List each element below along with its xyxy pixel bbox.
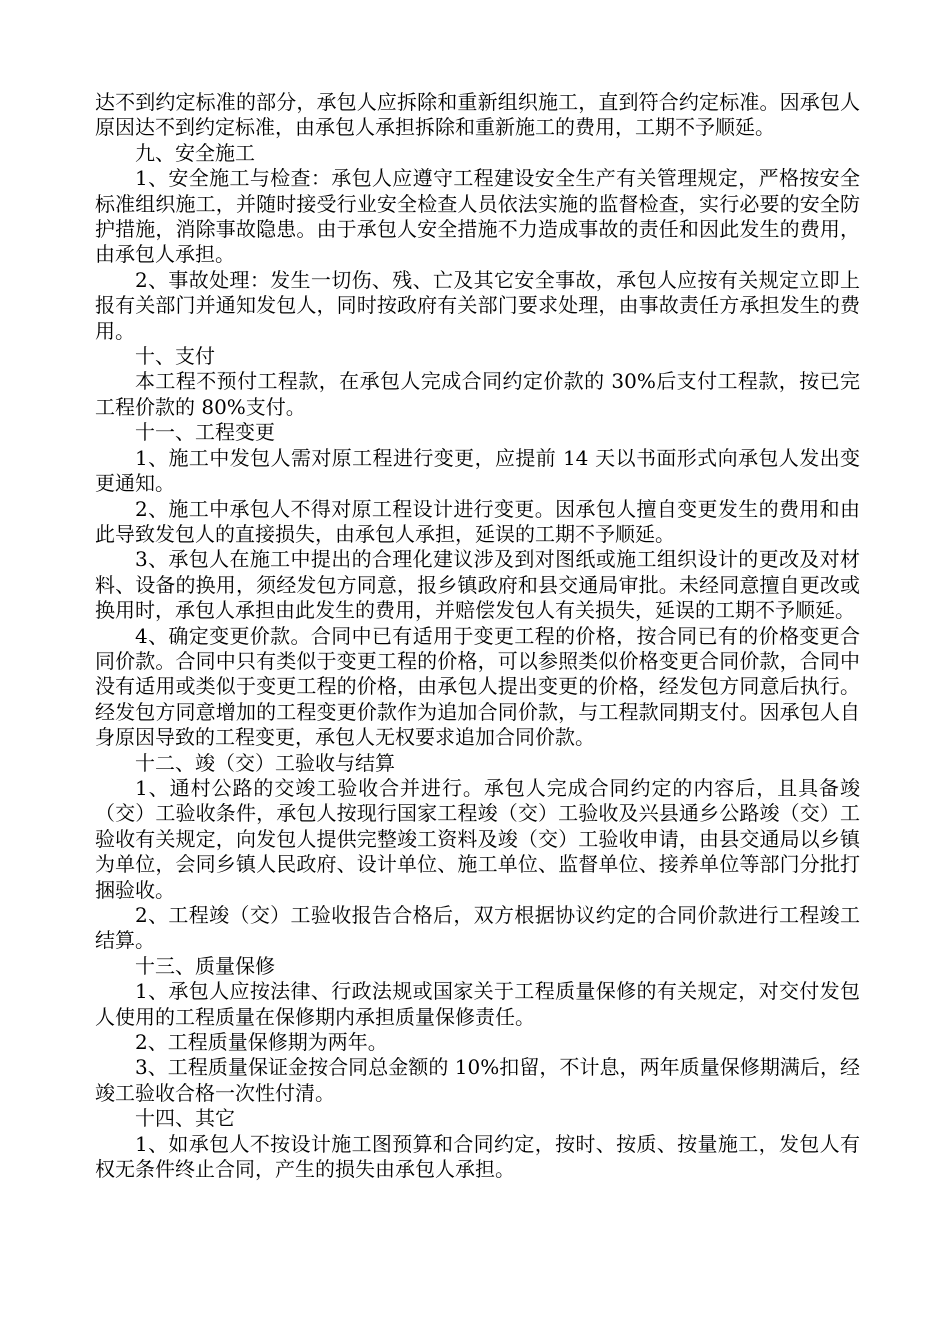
paragraph: 达不到约定标准的部分，承包人应拆除和重新组织施工，直到符合约定标准。因承包人原因达不到约定标准，由承包人承担拆除和重新施工的费用，工期不予顺延。 [95, 90, 860, 140]
section-heading: 十二、竣（交）工验收与结算 [135, 750, 395, 775]
paragraph: 1、安全施工与检查：承包人应遵守工程建设安全生产有关管理规定，严格按安全标准组织施工，并随时接受行业安全检查人员依法实施的监督检查，实行必要的安全防护措施，消除事故隐患。由于承包人安全措施不力造成事故的责任和因此发生的费用，由承包人承担。 [95, 166, 860, 267]
paragraph: 2、工程质量保修期为两年。 [135, 1030, 388, 1055]
paragraph: 1、施工中发包人需对原工程进行变更，应提前 14 天以书面形式向承包人发出变更通知。 [95, 445, 860, 496]
paragraph: 1、承包人应按法律、行政法规或国家关于工程质量保修的有关规定，对交付发包人使用的工程质量在保修期内承担质量保修责任。 [95, 979, 860, 1029]
section-heading: 十三、质量保修 [135, 953, 275, 978]
section-heading: 十、支付 [135, 344, 215, 369]
section-heading: 九、安全施工 [135, 140, 255, 165]
paragraph: 3、工程质量保证金按合同总金额的 10%扣留，不计息，两年质量保修期满后，经竣工验收合格一次性付清。 [95, 1055, 860, 1105]
section-heading: 十一、工程变更 [135, 420, 275, 445]
paragraph: 2、工程竣（交）工验收报告合格后，双方根据协议约定的合同价款进行工程竣工结算。 [95, 903, 860, 953]
paragraph: 2、施工中承包人不得对原工程设计进行变更。因承包人擅自变更发生的费用和由此导致发包人的直接损失，由承包人承担，延误的工期不予顺延。 [95, 496, 860, 546]
section-heading: 十四、其它 [135, 1106, 235, 1131]
paragraph: 1、通村公路的交竣工验收合并进行。承包人完成合同约定的内容后，且具备竣（交）工验收条件，承包人按现行国家工程竣（交）工验收及兴县通乡公路竣（交）工验收有关规定，向发包人提供完整竣工资料及竣（交）工验收申请，由县交通局以乡镇为单位，会同乡镇人民政府、设计单位、施工单位、监督单位、接养单位等部门分批打捆验收。 [95, 775, 860, 902]
document-page [95, 90, 860, 1182]
paragraph: 3、承包人在施工中提出的合理化建议涉及到对图纸或施工组织设计的更改及对材料、设备的换用，须经发包方同意，报乡镇政府和县交通局审批。未经同意擅自更改或换用时，承包人承担由此发生的费用，并赔偿发包人有关损失，延误的工期不予顺延。 [95, 547, 860, 623]
paragraph: 2、事故处理：发生一切伤、残、亡及其它安全事故，承包人应按有关规定立即上报有关部门并通知发包人，同时按政府有关部门要求处理，由事故责任方承担发生的费用。 [95, 267, 860, 343]
paragraph: 本工程不预付工程款，在承包人完成合同约定价款的 30%后支付工程款，按已完工程价款的 80%支付。 [95, 369, 860, 419]
paragraph: 4、确定变更价款。合同中已有适用于变更工程的价格，按合同已有的价格变更合同价款。合同中只有类似于变更工程的价格，可以参照类似价格变更合同价款，合同中没有适用或类似于变更工程的价格，由承包人提出变更的价格，经发包方同意后执行。经发包方同意增加的工程变更价款作为追加合同价款，与工程款同期支付。因承包人自身原因导致的工程变更，承包人无权要求追加合同价款。 [95, 623, 860, 750]
paragraph: 1、如承包人不按设计施工图预算和合同约定，按时、按质、按量施工，发包人有权无条件终止合同，产生的损失由承包人承担。 [95, 1131, 860, 1182]
